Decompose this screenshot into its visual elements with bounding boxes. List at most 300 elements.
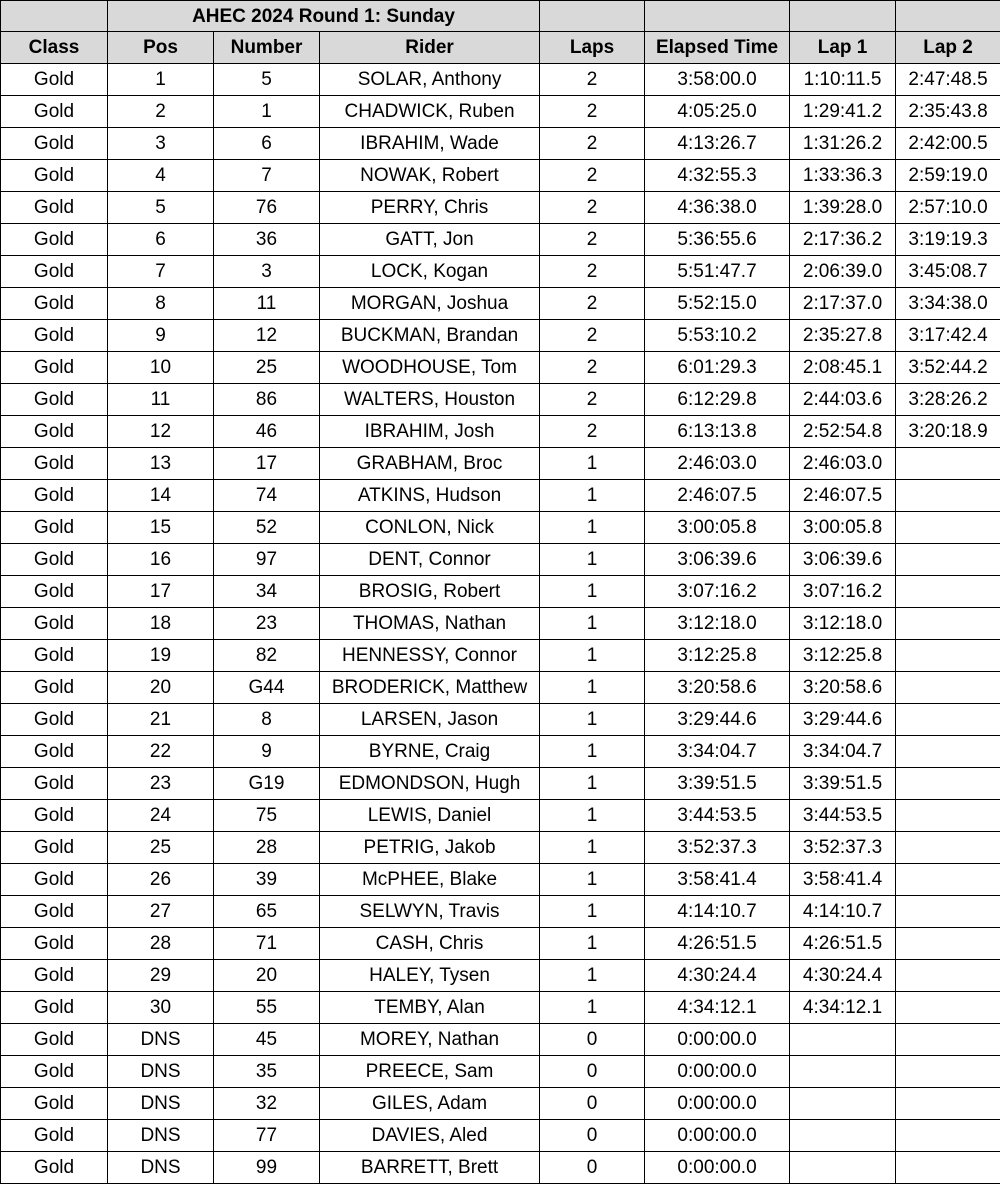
cell-lap-2: 3:45:08.7: [896, 256, 1000, 288]
cell-elapsed-time: 0:00:00.0: [645, 1056, 790, 1088]
cell-rider: CASH, Chris: [320, 928, 540, 960]
cell-number: 77: [214, 1120, 320, 1152]
column-header-class: Class: [1, 32, 108, 64]
cell-number: 5: [214, 64, 320, 96]
cell-class: Gold: [1, 896, 108, 928]
cell-pos: 9: [108, 320, 214, 352]
cell-pos: 16: [108, 544, 214, 576]
cell-lap-1: 1:33:36.3: [790, 160, 896, 192]
cell-pos: 10: [108, 352, 214, 384]
table-row: [1, 448, 1000, 480]
cell-lap-2: [896, 512, 1000, 544]
cell-laps: 2: [540, 384, 645, 416]
table-row: [1, 864, 1000, 896]
column-header-laps: Laps: [540, 32, 645, 64]
cell-elapsed-time: 0:00:00.0: [645, 1088, 790, 1120]
cell-lap-2: 3:34:38.0: [896, 288, 1000, 320]
cell-class: Gold: [1, 1088, 108, 1120]
cell-pos: 17: [108, 576, 214, 608]
cell-lap-2: 2:57:10.0: [896, 192, 1000, 224]
cell-lap-2: [896, 480, 1000, 512]
cell-elapsed-time: 3:12:25.8: [645, 640, 790, 672]
cell-pos: 5: [108, 192, 214, 224]
cell-pos: 15: [108, 512, 214, 544]
cell-lap-1: 2:08:45.1: [790, 352, 896, 384]
table-row: [1, 384, 1000, 416]
table-row: [1, 832, 1000, 864]
cell-lap-1: 3:20:58.6: [790, 672, 896, 704]
table-row: [1, 704, 1000, 736]
cell-elapsed-time: 0:00:00.0: [645, 1120, 790, 1152]
cell-rider: ATKINS, Hudson: [320, 480, 540, 512]
cell-elapsed-time: 3:58:00.0: [645, 64, 790, 96]
cell-laps: 0: [540, 1152, 645, 1184]
cell-laps: 2: [540, 224, 645, 256]
cell-elapsed-time: 3:52:37.3: [645, 832, 790, 864]
cell-rider: LOCK, Kogan: [320, 256, 540, 288]
cell-number: 45: [214, 1024, 320, 1056]
cell-rider: WOODHOUSE, Tom: [320, 352, 540, 384]
cell-rider: SOLAR, Anthony: [320, 64, 540, 96]
table-row: [1, 224, 1000, 256]
cell-rider: DAVIES, Aled: [320, 1120, 540, 1152]
table-row: [1, 1056, 1000, 1088]
cell-rider: BUCKMAN, Brandan: [320, 320, 540, 352]
cell-class: Gold: [1, 64, 108, 96]
cell-rider: PERRY, Chris: [320, 192, 540, 224]
cell-elapsed-time: 2:46:07.5: [645, 480, 790, 512]
title-blank-laps: [540, 1, 645, 32]
cell-laps: 1: [540, 896, 645, 928]
cell-class: Gold: [1, 928, 108, 960]
cell-rider: IBRAHIM, Josh: [320, 416, 540, 448]
cell-elapsed-time: 3:34:04.7: [645, 736, 790, 768]
cell-number: 71: [214, 928, 320, 960]
cell-rider: McPHEE, Blake: [320, 864, 540, 896]
cell-number: G44: [214, 672, 320, 704]
cell-class: Gold: [1, 256, 108, 288]
cell-lap-2: [896, 864, 1000, 896]
cell-class: Gold: [1, 576, 108, 608]
cell-lap-1: 2:17:36.2: [790, 224, 896, 256]
cell-lap-1: [790, 1088, 896, 1120]
cell-laps: 1: [540, 544, 645, 576]
cell-class: Gold: [1, 544, 108, 576]
cell-class: Gold: [1, 320, 108, 352]
column-header-elapsed-time: Elapsed Time: [645, 32, 790, 64]
cell-number: 25: [214, 352, 320, 384]
table-row: [1, 1024, 1000, 1056]
cell-rider: MOREY, Nathan: [320, 1024, 540, 1056]
table-row: [1, 992, 1000, 1024]
cell-lap-1: 3:58:41.4: [790, 864, 896, 896]
cell-rider: PETRIG, Jakob: [320, 832, 540, 864]
cell-pos: 30: [108, 992, 214, 1024]
cell-number: 75: [214, 800, 320, 832]
table-row: [1, 1088, 1000, 1120]
cell-number: 23: [214, 608, 320, 640]
cell-number: 17: [214, 448, 320, 480]
cell-rider: IBRAHIM, Wade: [320, 128, 540, 160]
cell-number: 46: [214, 416, 320, 448]
cell-lap-1: 4:14:10.7: [790, 896, 896, 928]
column-header-number: Number: [214, 32, 320, 64]
cell-lap-1: 3:34:04.7: [790, 736, 896, 768]
cell-laps: 2: [540, 96, 645, 128]
table-row: [1, 640, 1000, 672]
cell-number: 86: [214, 384, 320, 416]
cell-class: Gold: [1, 128, 108, 160]
cell-lap-2: 3:17:42.4: [896, 320, 1000, 352]
cell-pos: 20: [108, 672, 214, 704]
cell-class: Gold: [1, 768, 108, 800]
cell-lap-2: [896, 576, 1000, 608]
cell-laps: 1: [540, 960, 645, 992]
cell-lap-2: [896, 448, 1000, 480]
cell-lap-2: [896, 928, 1000, 960]
cell-lap-1: [790, 1152, 896, 1184]
title-blank-lap1: [790, 1, 896, 32]
cell-rider: BROSIG, Robert: [320, 576, 540, 608]
cell-lap-1: [790, 1120, 896, 1152]
cell-rider: PREECE, Sam: [320, 1056, 540, 1088]
cell-elapsed-time: 3:00:05.8: [645, 512, 790, 544]
cell-number: 8: [214, 704, 320, 736]
cell-elapsed-time: 4:13:26.7: [645, 128, 790, 160]
cell-class: Gold: [1, 704, 108, 736]
cell-class: Gold: [1, 416, 108, 448]
header-row: [1, 32, 1000, 64]
cell-rider: BYRNE, Craig: [320, 736, 540, 768]
table-row: [1, 416, 1000, 448]
table-row: [1, 768, 1000, 800]
cell-elapsed-time: 5:53:10.2: [645, 320, 790, 352]
cell-class: Gold: [1, 864, 108, 896]
cell-lap-1: 1:10:11.5: [790, 64, 896, 96]
title-blank-lap2: [896, 1, 1000, 32]
cell-pos: 2: [108, 96, 214, 128]
table-row: [1, 1120, 1000, 1152]
cell-class: Gold: [1, 832, 108, 864]
cell-lap-2: 3:19:19.3: [896, 224, 1000, 256]
cell-pos: 22: [108, 736, 214, 768]
cell-rider: LEWIS, Daniel: [320, 800, 540, 832]
cell-number: 35: [214, 1056, 320, 1088]
cell-laps: 2: [540, 288, 645, 320]
cell-rider: NOWAK, Robert: [320, 160, 540, 192]
cell-lap-1: [790, 1056, 896, 1088]
cell-lap-1: 3:06:39.6: [790, 544, 896, 576]
cell-elapsed-time: 3:07:16.2: [645, 576, 790, 608]
cell-elapsed-time: 3:58:41.4: [645, 864, 790, 896]
cell-rider: DENT, Connor: [320, 544, 540, 576]
cell-class: Gold: [1, 160, 108, 192]
table-row: [1, 960, 1000, 992]
cell-class: Gold: [1, 672, 108, 704]
cell-lap-2: [896, 992, 1000, 1024]
table-row: [1, 512, 1000, 544]
cell-lap-2: [896, 800, 1000, 832]
cell-lap-2: [896, 1056, 1000, 1088]
cell-pos: 7: [108, 256, 214, 288]
cell-number: 11: [214, 288, 320, 320]
cell-pos: 18: [108, 608, 214, 640]
cell-lap-1: 2:44:03.6: [790, 384, 896, 416]
table-row: [1, 736, 1000, 768]
cell-rider: CONLON, Nick: [320, 512, 540, 544]
cell-elapsed-time: 5:51:47.7: [645, 256, 790, 288]
cell-class: Gold: [1, 992, 108, 1024]
cell-elapsed-time: 5:52:15.0: [645, 288, 790, 320]
cell-lap-1: 3:44:53.5: [790, 800, 896, 832]
table-row: [1, 576, 1000, 608]
title-blank-left: [1, 1, 108, 32]
cell-rider: GILES, Adam: [320, 1088, 540, 1120]
cell-rider: THOMAS, Nathan: [320, 608, 540, 640]
cell-lap-2: [896, 736, 1000, 768]
table-row: [1, 128, 1000, 160]
cell-elapsed-time: 3:12:18.0: [645, 608, 790, 640]
cell-class: Gold: [1, 352, 108, 384]
cell-pos: DNS: [108, 1088, 214, 1120]
cell-lap-1: 3:12:25.8: [790, 640, 896, 672]
cell-laps: 2: [540, 352, 645, 384]
cell-pos: 1: [108, 64, 214, 96]
cell-lap-2: [896, 768, 1000, 800]
title-row: [1, 1, 1000, 32]
cell-number: 76: [214, 192, 320, 224]
cell-rider: BRODERICK, Matthew: [320, 672, 540, 704]
cell-elapsed-time: 4:34:12.1: [645, 992, 790, 1024]
cell-pos: 26: [108, 864, 214, 896]
cell-elapsed-time: 4:32:55.3: [645, 160, 790, 192]
cell-lap-1: 1:29:41.2: [790, 96, 896, 128]
table-title: AHEC 2024 Round 1: Sunday: [108, 1, 540, 32]
cell-class: Gold: [1, 1056, 108, 1088]
cell-laps: 1: [540, 640, 645, 672]
cell-number: 3: [214, 256, 320, 288]
cell-laps: 2: [540, 64, 645, 96]
cell-pos: DNS: [108, 1152, 214, 1184]
cell-lap-2: [896, 960, 1000, 992]
cell-lap-1: 3:29:44.6: [790, 704, 896, 736]
cell-pos: DNS: [108, 1120, 214, 1152]
cell-class: Gold: [1, 224, 108, 256]
cell-class: Gold: [1, 384, 108, 416]
cell-rider: HENNESSY, Connor: [320, 640, 540, 672]
cell-elapsed-time: 3:44:53.5: [645, 800, 790, 832]
cell-pos: 4: [108, 160, 214, 192]
column-header-lap-1: Lap 1: [790, 32, 896, 64]
cell-pos: DNS: [108, 1024, 214, 1056]
cell-lap-2: [896, 1024, 1000, 1056]
cell-pos: 21: [108, 704, 214, 736]
cell-lap-2: 3:52:44.2: [896, 352, 1000, 384]
cell-laps: 1: [540, 448, 645, 480]
cell-class: Gold: [1, 800, 108, 832]
table-row: [1, 928, 1000, 960]
cell-number: 39: [214, 864, 320, 896]
cell-number: 52: [214, 512, 320, 544]
cell-lap-2: [896, 704, 1000, 736]
cell-elapsed-time: 6:01:29.3: [645, 352, 790, 384]
cell-elapsed-time: 0:00:00.0: [645, 1024, 790, 1056]
table-row: [1, 288, 1000, 320]
table-row: [1, 320, 1000, 352]
cell-class: Gold: [1, 480, 108, 512]
cell-pos: 13: [108, 448, 214, 480]
cell-number: 9: [214, 736, 320, 768]
cell-pos: 11: [108, 384, 214, 416]
cell-class: Gold: [1, 288, 108, 320]
cell-elapsed-time: 3:06:39.6: [645, 544, 790, 576]
cell-number: 97: [214, 544, 320, 576]
column-header-rider: Rider: [320, 32, 540, 64]
cell-class: Gold: [1, 960, 108, 992]
cell-pos: 24: [108, 800, 214, 832]
cell-pos: 3: [108, 128, 214, 160]
table-row: [1, 672, 1000, 704]
cell-number: 74: [214, 480, 320, 512]
cell-lap-1: 4:26:51.5: [790, 928, 896, 960]
cell-lap-1: 2:17:37.0: [790, 288, 896, 320]
table-row: [1, 352, 1000, 384]
cell-pos: 28: [108, 928, 214, 960]
cell-lap-2: 2:42:00.5: [896, 128, 1000, 160]
cell-lap-1: 3:12:18.0: [790, 608, 896, 640]
cell-elapsed-time: 6:12:29.8: [645, 384, 790, 416]
cell-lap-2: [896, 640, 1000, 672]
cell-elapsed-time: 4:36:38.0: [645, 192, 790, 224]
cell-number: G19: [214, 768, 320, 800]
cell-rider: SELWYN, Travis: [320, 896, 540, 928]
cell-class: Gold: [1, 512, 108, 544]
cell-laps: 2: [540, 416, 645, 448]
cell-pos: 23: [108, 768, 214, 800]
cell-rider: LARSEN, Jason: [320, 704, 540, 736]
cell-rider: CHADWICK, Ruben: [320, 96, 540, 128]
table-row: [1, 544, 1000, 576]
cell-laps: 0: [540, 1120, 645, 1152]
cell-elapsed-time: 4:26:51.5: [645, 928, 790, 960]
cell-number: 12: [214, 320, 320, 352]
cell-number: 20: [214, 960, 320, 992]
cell-lap-1: [790, 1024, 896, 1056]
cell-elapsed-time: 4:05:25.0: [645, 96, 790, 128]
column-header-pos: Pos: [108, 32, 214, 64]
table-row: [1, 64, 1000, 96]
cell-pos: 12: [108, 416, 214, 448]
cell-lap-2: [896, 1152, 1000, 1184]
cell-laps: 1: [540, 736, 645, 768]
cell-lap-1: 2:52:54.8: [790, 416, 896, 448]
table-row: [1, 96, 1000, 128]
cell-laps: 2: [540, 128, 645, 160]
cell-lap-2: [896, 1088, 1000, 1120]
cell-class: Gold: [1, 1152, 108, 1184]
cell-lap-2: 2:59:19.0: [896, 160, 1000, 192]
table-row: [1, 1152, 1000, 1184]
cell-pos: 19: [108, 640, 214, 672]
cell-lap-1: 3:07:16.2: [790, 576, 896, 608]
cell-lap-2: 3:20:18.9: [896, 416, 1000, 448]
cell-number: 36: [214, 224, 320, 256]
column-header-lap-2: Lap 2: [896, 32, 1000, 64]
cell-class: Gold: [1, 448, 108, 480]
cell-elapsed-time: 0:00:00.0: [645, 1152, 790, 1184]
cell-rider: HALEY, Tysen: [320, 960, 540, 992]
cell-laps: 1: [540, 768, 645, 800]
table-row: [1, 192, 1000, 224]
cell-lap-2: [896, 672, 1000, 704]
cell-pos: 25: [108, 832, 214, 864]
table-row: [1, 896, 1000, 928]
cell-elapsed-time: 3:20:58.6: [645, 672, 790, 704]
cell-laps: 2: [540, 192, 645, 224]
cell-class: Gold: [1, 1120, 108, 1152]
cell-lap-2: [896, 1120, 1000, 1152]
cell-class: Gold: [1, 1024, 108, 1056]
cell-lap-1: 4:30:24.4: [790, 960, 896, 992]
title-blank-elapsed: [645, 1, 790, 32]
cell-laps: 1: [540, 480, 645, 512]
cell-laps: 1: [540, 832, 645, 864]
cell-number: 28: [214, 832, 320, 864]
cell-rider: TEMBY, Alan: [320, 992, 540, 1024]
cell-rider: EDMONDSON, Hugh: [320, 768, 540, 800]
cell-lap-1: 2:46:07.5: [790, 480, 896, 512]
cell-number: 82: [214, 640, 320, 672]
cell-laps: 1: [540, 512, 645, 544]
cell-pos: 29: [108, 960, 214, 992]
cell-lap-1: 2:46:03.0: [790, 448, 896, 480]
cell-number: 34: [214, 576, 320, 608]
cell-elapsed-time: 6:13:13.8: [645, 416, 790, 448]
cell-pos: DNS: [108, 1056, 214, 1088]
cell-laps: 2: [540, 320, 645, 352]
cell-number: 32: [214, 1088, 320, 1120]
cell-lap-1: 2:06:39.0: [790, 256, 896, 288]
table-row: [1, 608, 1000, 640]
cell-laps: 0: [540, 1024, 645, 1056]
cell-lap-2: [896, 544, 1000, 576]
cell-laps: 0: [540, 1088, 645, 1120]
cell-lap-2: 2:35:43.8: [896, 96, 1000, 128]
cell-lap-1: 1:31:26.2: [790, 128, 896, 160]
cell-class: Gold: [1, 736, 108, 768]
cell-number: 1: [214, 96, 320, 128]
table-row: [1, 160, 1000, 192]
results-body: [1, 64, 1000, 1184]
cell-laps: 1: [540, 800, 645, 832]
cell-elapsed-time: 5:36:55.6: [645, 224, 790, 256]
cell-lap-2: 2:47:48.5: [896, 64, 1000, 96]
cell-lap-2: 3:28:26.2: [896, 384, 1000, 416]
cell-lap-1: 2:35:27.8: [790, 320, 896, 352]
cell-rider: GRABHAM, Broc: [320, 448, 540, 480]
cell-pos: 6: [108, 224, 214, 256]
cell-lap-1: 1:39:28.0: [790, 192, 896, 224]
cell-lap-1: 3:00:05.8: [790, 512, 896, 544]
table-row: [1, 256, 1000, 288]
cell-lap-2: [896, 832, 1000, 864]
cell-elapsed-time: 4:30:24.4: [645, 960, 790, 992]
cell-rider: BARRETT, Brett: [320, 1152, 540, 1184]
cell-class: Gold: [1, 608, 108, 640]
cell-laps: 1: [540, 608, 645, 640]
cell-pos: 14: [108, 480, 214, 512]
cell-rider: WALTERS, Houston: [320, 384, 540, 416]
